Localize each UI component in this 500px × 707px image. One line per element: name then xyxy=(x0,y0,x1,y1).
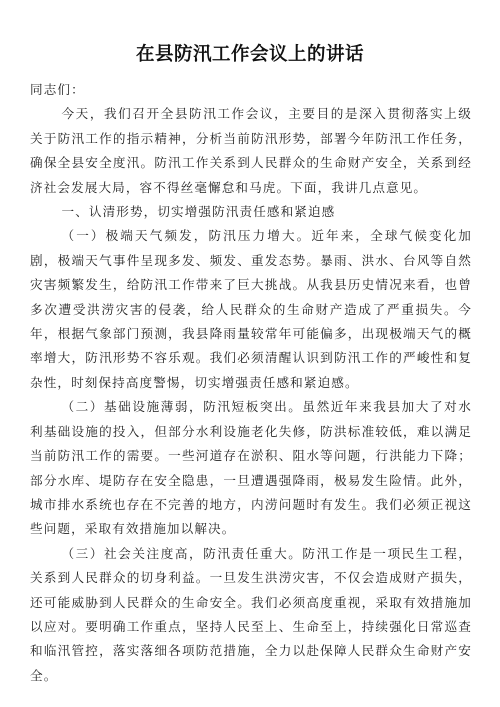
paragraph-point-3: （三）社会关注度高，防汛责任重大。防汛工作是一项民生工程，关系到人民群众的切身利益。一旦发生洪涝灾害，不仅会造成财产损失，还可能威胁到人民群众的生命安全。我们必须高度重视，采取有效措施加以应对。要明确工作重点，坚持人民至上、生命至上，持续强化日常巡查和临汛管控，落实落细各项防范措施，全力以赴保障人民群众生命财产安全。 xyxy=(30,545,472,683)
paragraph-point-1: （一）极端天气频发，防汛压力增大。近年来，全球气候变化加剧，极端天气事件呈现多发、频发、重发态势。暴雨、洪水、台风等自然灾害频繁发生，给防汛工作带来了巨大挑战。从我县历史情况来看，也曾多次遭受洪涝灾害的侵袭，给人民群众的生命财产造成了严重损失。今年，根据气象部门预测，我县降雨量较常年可能偏多，出现极端天气的概率增大，防汛形势不容乐观。我们必须清醒认识到防汛工作的严峻性和复杂性，时刻保持高度警惕，切实增强责任感和紧迫感。 xyxy=(30,228,472,390)
document-title: 在县防汛工作会议上的讲话 xyxy=(135,44,364,65)
paragraph-intro: 今天，我们召开全县防汛工作会议，主要目的是深入贯彻落实上级关于防汛工作的指示精神，分析当前防汛形势，部署今年防汛工作任务，确保全县安全度汛。防汛工作关系到人民群众的生命财产安全，关系到经济社会发展大局，容不得丝毫懈怠和马虎。下面，我讲几点意见。 xyxy=(30,106,472,195)
salutation: 同志们： xyxy=(30,82,85,97)
document-body xyxy=(30,78,472,688)
section-heading-1: 一、认清形势，切实增强防汛责任感和紧迫感 xyxy=(61,204,336,220)
paragraph-point-2: （二）基础设施薄弱，防汛短板突出。虽然近年来我县加大了对水利基础设施的投入，但部分水利设施老化失修，防洪标准较低，难以满足当前防汛工作的需要。一些河道存在淤积、阻水等问题，行洪能力下降；部分水库、堤防存在安全隐患，一旦遭遇强降雨，极易发生险情。此外，城市排水系统也存在不完善的地方，内涝问题时有发生。我们必须正视这些问题，采取有效措施加以解决。 xyxy=(30,399,472,537)
